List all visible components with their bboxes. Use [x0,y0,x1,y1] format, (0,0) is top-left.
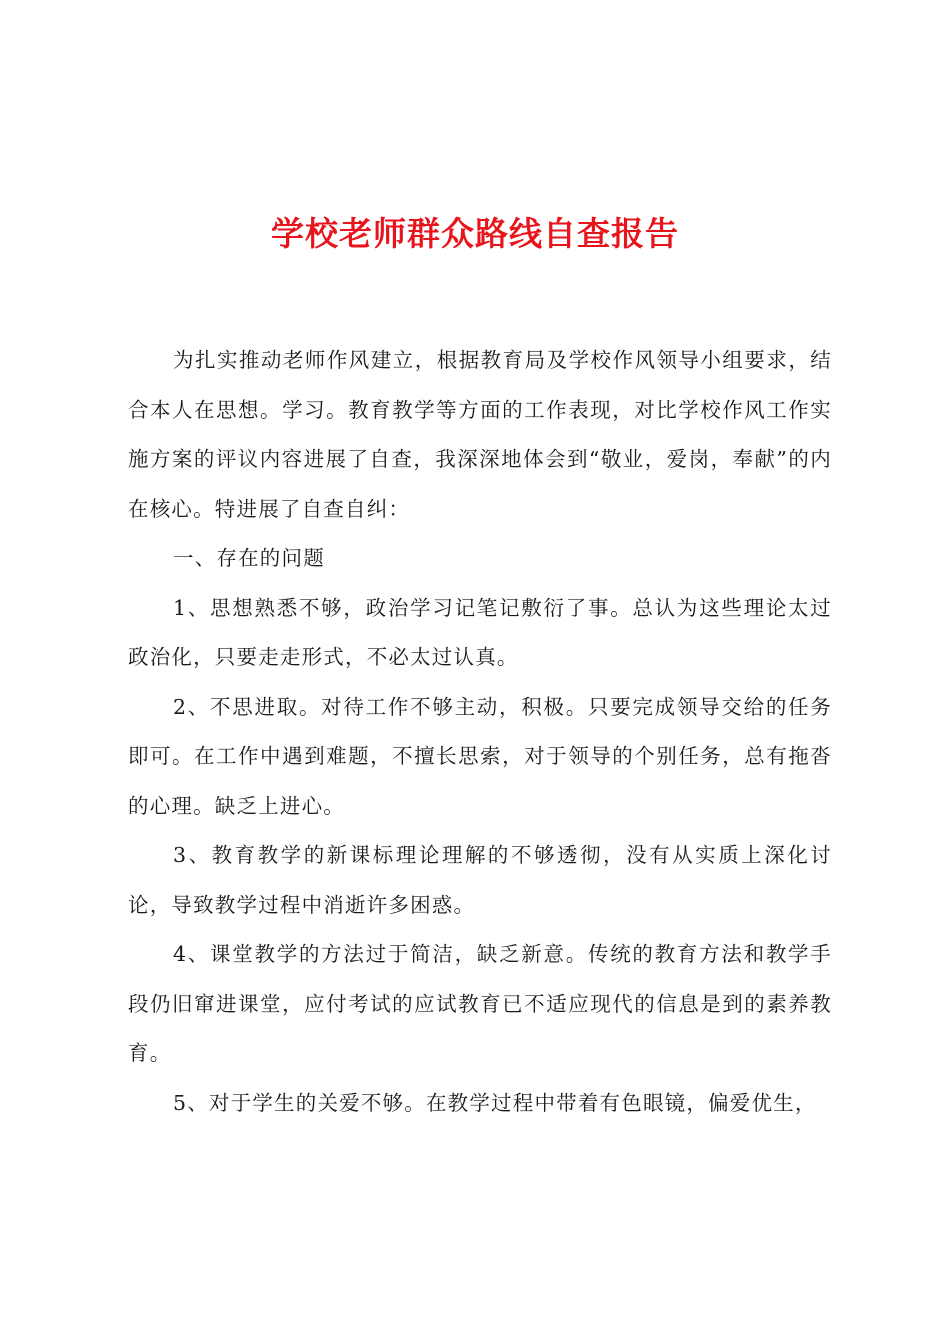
paragraph-item-4: 4、课堂教学的方法过于简洁，缺乏新意。传统的教育方法和教学手段仍旧窜进课堂，应付考试的应试教育已不适应现代的信息是到的素养教育。 [128,942,832,1065]
paragraph-item-2: 2、不思进取。对待工作不够主动，积极。只要完成领导交给的任务即可。在工作中遇到难题，不擅长思索，对于领导的个别任务，总有拖沓的心理。缺乏上进心。 [128,694,832,818]
section-heading-problems: 一、存在的问题 [173,546,325,570]
document-body [128,336,832,1128]
paragraph-intro: 为扎实推动老师作风建立，根据教育局及学校作风领导小组要求，结合本人在思想。学习。教育教学等方面的工作表现，对比学校作风工作实施方案的评议内容进展了自查，我深深地体会到“敬业，爱岗，奉献”的内在核心。特进展了自查自纠： [128,348,832,521]
paragraph-item-3: 3、教育教学的新课标理论理解的不够透彻，没有从实质上深化讨论，导致教学过程中消逝许多困惑。 [128,843,832,917]
paragraph-item-5: 5、对于学生的关爱不够。在教学过程中带着有色眼镜，偏爱优生， [173,1090,817,1115]
document-title: 学校老师群众路线自查报告 [271,214,679,253]
paragraph-item-1: 1、思想熟悉不够，政治学习记笔记敷衍了事。总认为这些理论太过政治化，只要走走形式，不必太过认真。 [128,595,832,669]
